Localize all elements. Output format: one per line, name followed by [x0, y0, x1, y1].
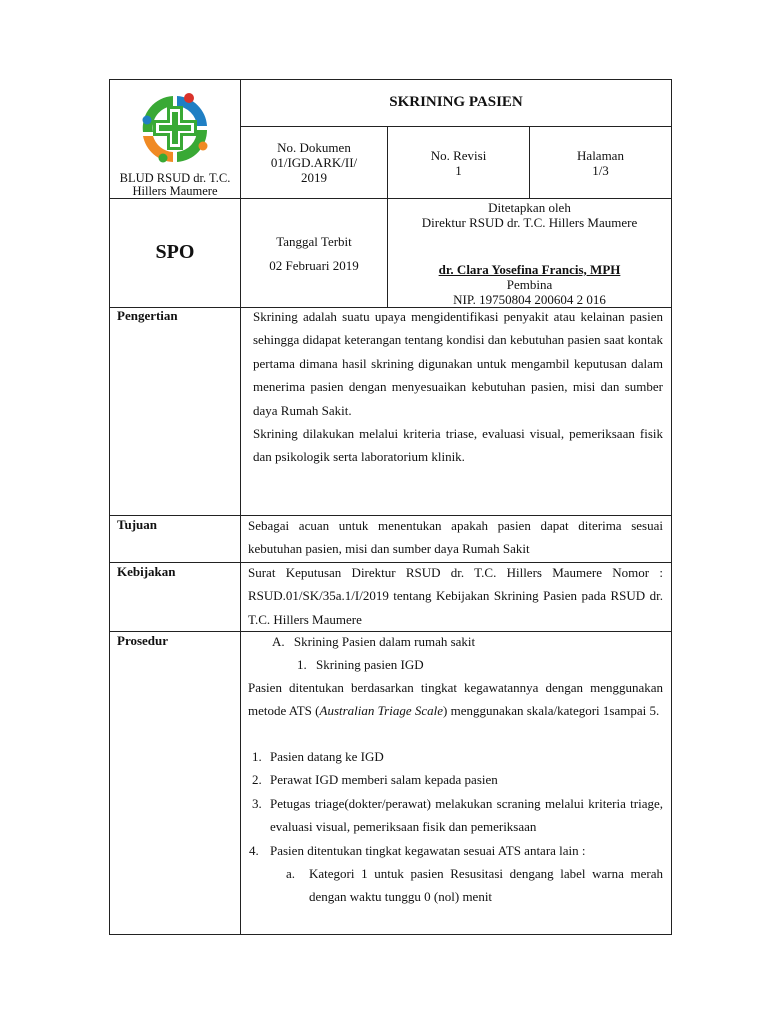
issue-date — [241, 234, 387, 273]
step-text: Petugas triage(dokter/perawat) melakukan scraning melalui kriteria triage, evaluasi visual, pemeriksaan fisik dan pemeriksaan — [270, 795, 663, 835]
section-label-tujuan: Tujuan — [117, 517, 157, 532]
sub-step-text: Kategori 1 untuk pasien Resusitasi dengang label warna merah dengan waktu tunggu 0 (nol) menit — [309, 866, 663, 905]
revision-value: 1 — [455, 163, 462, 178]
step-row — [249, 839, 663, 862]
border-bottom — [109, 934, 672, 935]
step-number: 4. — [249, 842, 259, 858]
doc-no-label: No. Dokumen — [277, 140, 351, 155]
sub-step-row — [286, 862, 663, 909]
step-number: 1. — [252, 749, 262, 764]
item-a-text: Skrining Pasien dalam rumah sakit — [293, 634, 476, 649]
intro-text-1: Pasien ditentukan berdasarkan tingkat kegawatannya dengan menggunakan metode ATS ( — [248, 680, 663, 719]
prosedur-item-a — [272, 630, 475, 653]
signer-name: dr. Clara Yosefina Francis, MPH — [438, 262, 621, 277]
intro-text-2: ) menggunakan skala/kategori 1sampai 5. — [443, 703, 660, 719]
org-name-line-1: BLUD RSUD dr. T.C. — [119, 171, 231, 185]
page-value: 1/3 — [592, 163, 609, 178]
pengertian-paragraph-2: Skrining dilakukan melalui kriteria triase, evaluasi visual, pemeriksaan fisik dan psikologik serta laboratorium klinik. — [253, 426, 663, 465]
step-text: Pasien ditentukan tingkat kegawatan sesuai ATS antara lain : — [270, 842, 586, 858]
section-label-kebijakan: Kebijakan — [117, 564, 176, 579]
step-row — [252, 768, 663, 791]
doc-no-value-1: 01/IGD.ARK/II/ — [270, 155, 358, 170]
approved-by: Ditetapkan oleh — [488, 200, 571, 215]
tujuan-text: Sebagai acuan untuk menentukan apakah pasien dapat diterima sesuai kebutuhan pasien, misi dan sumber daya Rumah Sakit — [248, 518, 663, 557]
step-text: Pasien datang ke IGD — [270, 749, 384, 764]
prosedur-intro — [248, 676, 663, 723]
page-title: SKRINING PASIEN — [389, 94, 523, 110]
issue-label: Tanggal Terbit — [276, 234, 352, 249]
pengertian-text — [253, 305, 663, 469]
hospital-cross-logo-icon — [133, 86, 217, 170]
title-divider — [240, 126, 672, 127]
border-left — [109, 79, 110, 935]
item-1-marker: 1. — [297, 657, 307, 672]
section-label-pengertian: Pengertian — [117, 308, 178, 323]
step-row — [252, 745, 663, 768]
page-label: Halaman — [577, 148, 624, 163]
doc-no-value-2: 2019 — [301, 170, 327, 185]
item-a-marker: A. — [272, 634, 285, 649]
document-number — [241, 140, 387, 185]
pengertian-paragraph-1: Skrining adalah suatu upaya mengidentifikasi penyakit atau kelainan pasien sehingga didapat keterangan tentang kondisi dan kebutuhan pasien saat kontak pertama dimana hasil skrining digunakan untuk mengambil keputusan dalam menerima pasien dengan menyesuaikan kebutuhan pasien, misi dan sumber daya Rumah Sakit. — [253, 309, 663, 418]
approval — [388, 200, 671, 307]
kebijakan-text: Surat Keputusan Direktur RSUD dr. T.C. Hillers Maumere Nomor : RSUD.01/SK/35a.1/I/2019 tentang Kebijakan Skrining Pasien pada RSUD dr. T.C. Hillers Maumere — [248, 565, 663, 627]
step-number: 3. — [252, 795, 262, 811]
sub-step-marker: a. — [286, 866, 296, 882]
step-text: Perawat IGD memberi salam kepada pasien — [270, 772, 498, 788]
signer-nip: NIP. 19750804 200604 2 016 — [453, 292, 606, 307]
step-number: 2. — [252, 772, 262, 788]
revision — [388, 148, 529, 178]
step-row — [252, 792, 663, 839]
spo-label: SPO — [155, 241, 195, 263]
column-divider — [240, 79, 241, 935]
item-1-text: Skrining pasien IGD — [316, 657, 424, 672]
signer-rank: Pembina — [506, 277, 553, 292]
border-right — [671, 79, 672, 935]
intro-italic: Australian Triage Scale — [319, 703, 443, 719]
revision-label: No. Revisi — [430, 148, 487, 163]
border-top — [109, 79, 672, 80]
page-number — [530, 148, 671, 178]
prosedur-item-1 — [297, 653, 424, 676]
org-name — [111, 172, 239, 198]
prosedur-steps — [249, 745, 663, 909]
header-row-divider — [109, 198, 672, 199]
approved-by-director: Direktur RSUD dr. T.C. Hillers Maumere — [421, 215, 638, 230]
hospital-logo — [133, 86, 217, 170]
section-label-prosedur: Prosedur — [117, 633, 169, 648]
org-name-line-2: Hillers Maumere — [132, 184, 218, 198]
issue-date-value: 02 Februari 2019 — [269, 258, 359, 273]
